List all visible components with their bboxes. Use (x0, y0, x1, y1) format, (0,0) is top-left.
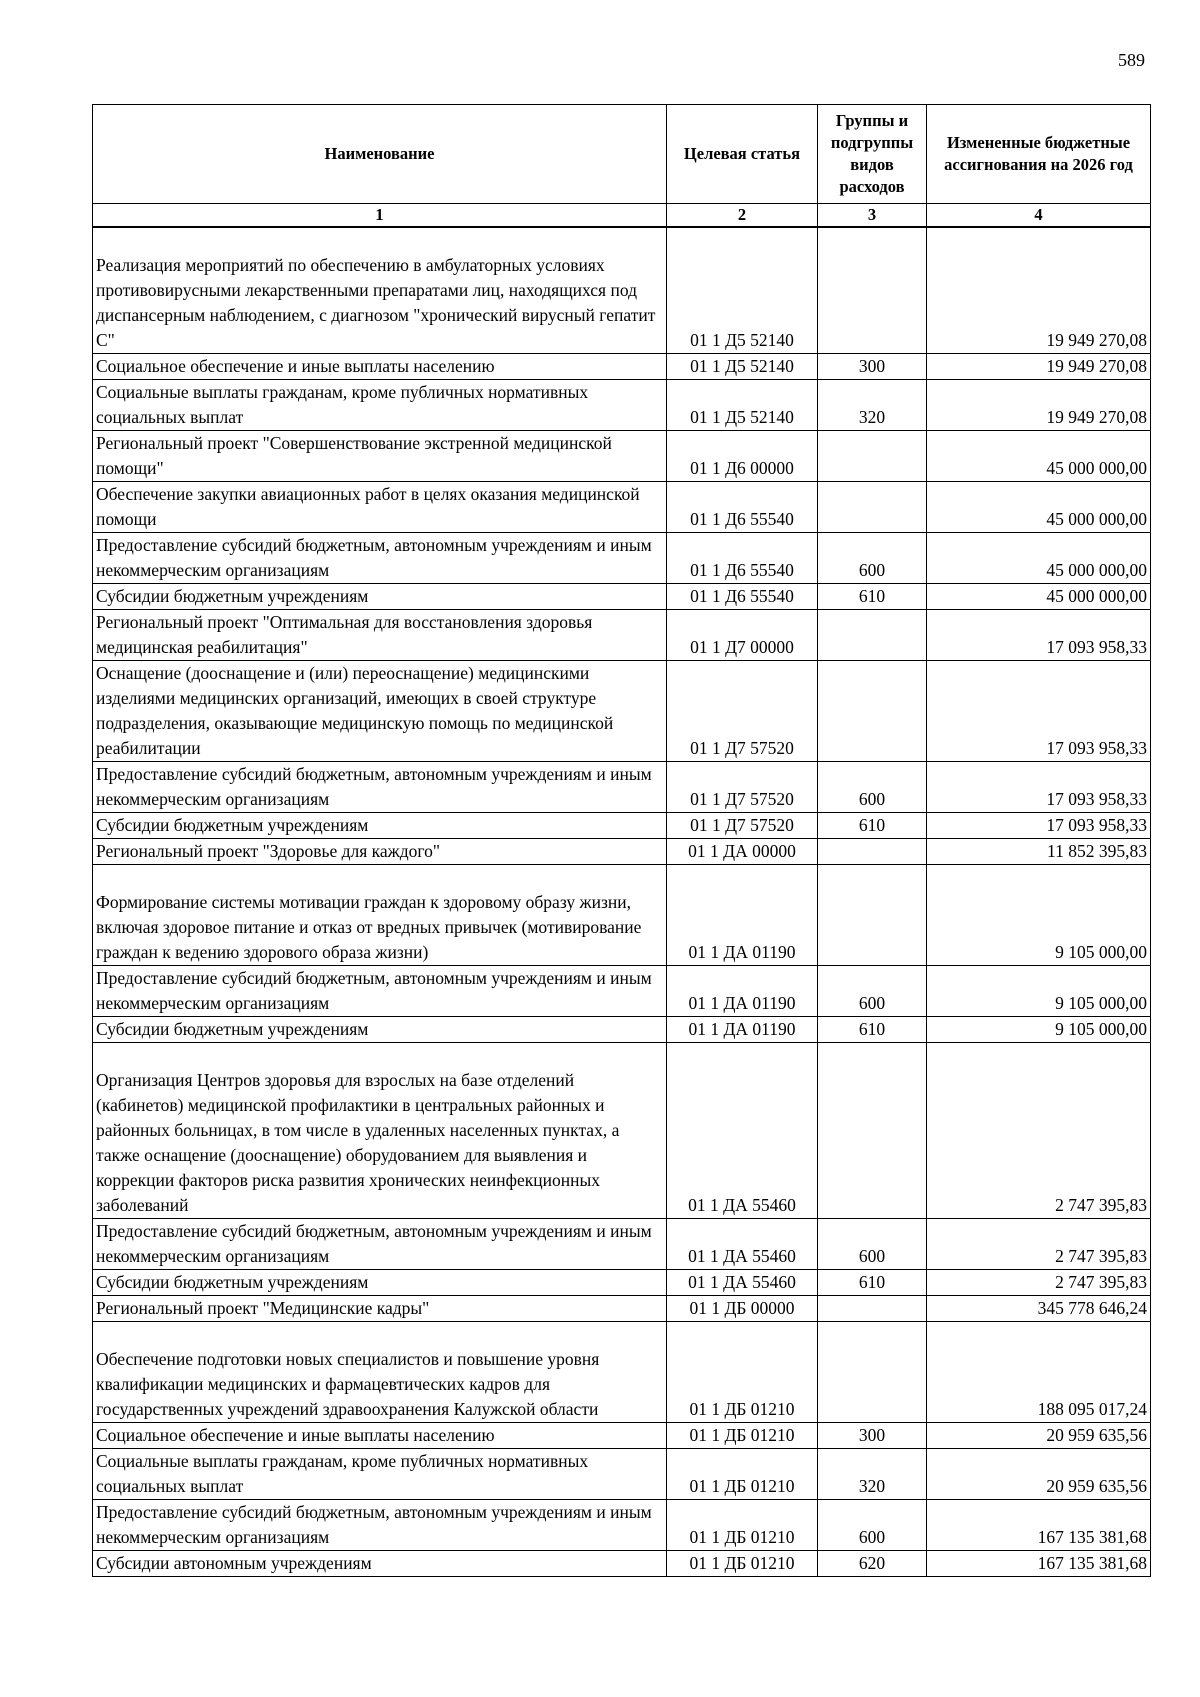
row-code-cell: 01 1 ДА 55460 (667, 1270, 818, 1296)
row-name-cell: Региональный проект "Совершенствование экстренной медицинской помощи" (93, 431, 667, 482)
row-amount-cell: 2 747 395,83 (927, 1043, 1151, 1219)
row-name-cell: Социальное обеспечение и иные выплаты населению (93, 354, 667, 380)
row-code-cell: 01 1 Д5 52140 (667, 227, 818, 354)
row-group-cell: 320 (818, 1449, 927, 1500)
row-name-cell: Организация Центров здоровья для взрослых на базе отделений (кабинетов) медицинской профилактики в центральных районных и районных больницах, в том числе в удаленных населенных пунктах, а также оснащение (дооснащение) оборудованием для выявления и коррекции факторов риска развития хронических неинфекционных заболеваний (93, 1043, 667, 1219)
row-amount-cell: 45 000 000,00 (927, 482, 1151, 533)
row-group-cell (818, 1296, 927, 1322)
row-group-cell: 600 (818, 762, 927, 813)
row-amount-cell: 345 778 646,24 (927, 1296, 1151, 1322)
header-name: Наименование (93, 105, 667, 204)
table-row (93, 865, 1151, 966)
row-group-cell: 600 (818, 1219, 927, 1270)
row-group-cell: 610 (818, 813, 927, 839)
row-name-cell: Предоставление субсидий бюджетным, автономным учреждениям и иным некоммерческим организациям (93, 1219, 667, 1270)
row-name-cell: Социальные выплаты гражданам, кроме публичных нормативных социальных выплат (93, 1449, 667, 1500)
page-number: 589 (1118, 50, 1145, 70)
row-group-cell: 300 (818, 354, 927, 380)
row-name-cell: Предоставление субсидий бюджетным, автономным учреждениям и иным некоммерческим организациям (93, 966, 667, 1017)
row-amount-cell: 9 105 000,00 (927, 1017, 1151, 1043)
row-group-cell: 620 (818, 1551, 927, 1577)
row-code-cell: 01 1 ДБ 01210 (667, 1449, 818, 1500)
row-amount-cell: 45 000 000,00 (927, 533, 1151, 584)
table-body (93, 227, 1151, 1577)
row-amount-cell: 19 949 270,08 (927, 354, 1151, 380)
column-number: 3 (818, 204, 927, 228)
row-amount-cell: 19 949 270,08 (927, 227, 1151, 354)
row-amount-cell: 167 135 381,68 (927, 1551, 1151, 1577)
budget-table (92, 104, 1151, 1577)
row-code-cell: 01 1 ДБ 01210 (667, 1322, 818, 1423)
row-amount-cell: 17 093 958,33 (927, 813, 1151, 839)
column-number: 2 (667, 204, 818, 228)
column-number-row (93, 204, 1151, 228)
table-row (93, 1500, 1151, 1551)
table-row (93, 380, 1151, 431)
row-group-cell: 600 (818, 966, 927, 1017)
header-code: Целевая статья (667, 105, 818, 204)
table-row (93, 610, 1151, 661)
row-amount-cell: 9 105 000,00 (927, 865, 1151, 966)
table-row (93, 1423, 1151, 1449)
row-name-cell: Региональный проект "Оптимальная для восстановления здоровья медицинская реабилитация" (93, 610, 667, 661)
row-code-cell: 01 1 ДА 55460 (667, 1219, 818, 1270)
table-row (93, 813, 1151, 839)
row-amount-cell: 17 093 958,33 (927, 661, 1151, 762)
row-code-cell: 01 1 Д7 57520 (667, 762, 818, 813)
row-code-cell: 01 1 ДА 01190 (667, 865, 818, 966)
table-row (93, 661, 1151, 762)
row-group-cell (818, 865, 927, 966)
row-code-cell: 01 1 ДА 55460 (667, 1043, 818, 1219)
row-name-cell: Субсидии бюджетным учреждениям (93, 813, 667, 839)
row-code-cell: 01 1 Д6 00000 (667, 431, 818, 482)
row-amount-cell: 20 959 635,56 (927, 1449, 1151, 1500)
row-amount-cell: 19 949 270,08 (927, 380, 1151, 431)
row-amount-cell: 17 093 958,33 (927, 762, 1151, 813)
row-group-cell: 600 (818, 533, 927, 584)
row-name-cell: Предоставление субсидий бюджетным, автономным учреждениям и иным некоммерческим организациям (93, 533, 667, 584)
table-row (93, 1017, 1151, 1043)
row-name-cell: Оснащение (дооснащение и (или) переоснащение) медицинскими изделиями медицинских организаций, имеющих в своей структуре подразделения, оказывающие медицинскую помощь по медицинской реабилитации (93, 661, 667, 762)
table-row (93, 966, 1151, 1017)
row-code-cell: 01 1 Д5 52140 (667, 380, 818, 431)
row-group-cell: 610 (818, 1017, 927, 1043)
row-group-cell: 320 (818, 380, 927, 431)
row-amount-cell: 11 852 395,83 (927, 839, 1151, 865)
column-number: 1 (93, 204, 667, 228)
table-row (93, 1322, 1151, 1423)
row-code-cell: 01 1 Д6 55540 (667, 482, 818, 533)
row-amount-cell: 2 747 395,83 (927, 1219, 1151, 1270)
table-row (93, 1449, 1151, 1500)
row-amount-cell: 167 135 381,68 (927, 1500, 1151, 1551)
row-amount-cell: 45 000 000,00 (927, 431, 1151, 482)
row-group-cell (818, 1043, 927, 1219)
row-group-cell: 600 (818, 1500, 927, 1551)
row-amount-cell: 45 000 000,00 (927, 584, 1151, 610)
row-group-cell: 610 (818, 584, 927, 610)
row-code-cell: 01 1 Д7 57520 (667, 813, 818, 839)
row-code-cell: 01 1 ДБ 00000 (667, 1296, 818, 1322)
table-row (93, 431, 1151, 482)
row-group-cell (818, 227, 927, 354)
header-amount: Измененные бюджетные ассигнования на 2026 год (927, 105, 1151, 204)
row-code-cell: 01 1 ДБ 01210 (667, 1500, 818, 1551)
row-name-cell: Региональный проект "Медицинские кадры" (93, 1296, 667, 1322)
table-row (93, 584, 1151, 610)
row-name-cell: Предоставление субсидий бюджетным, автономным учреждениям и иным некоммерческим организациям (93, 1500, 667, 1551)
column-number: 4 (927, 204, 1151, 228)
row-code-cell: 01 1 Д6 55540 (667, 533, 818, 584)
row-name-cell: Обеспечение закупки авиационных работ в целях оказания медицинской помощи (93, 482, 667, 533)
row-code-cell: 01 1 ДА 00000 (667, 839, 818, 865)
table-row (93, 1296, 1151, 1322)
row-name-cell: Социальные выплаты гражданам, кроме публичных нормативных социальных выплат (93, 380, 667, 431)
table-row (93, 227, 1151, 354)
row-name-cell: Субсидии бюджетным учреждениям (93, 1017, 667, 1043)
row-group-cell: 300 (818, 1423, 927, 1449)
row-name-cell: Формирование системы мотивации граждан к здоровому образу жизни, включая здоровое питание и отказ от вредных привычек (мотивирование граждан к ведению здорового образа жизни) (93, 865, 667, 966)
row-code-cell: 01 1 Д7 00000 (667, 610, 818, 661)
table-row (93, 839, 1151, 865)
table-row (93, 482, 1151, 533)
row-group-cell: 610 (818, 1270, 927, 1296)
table-row (93, 354, 1151, 380)
row-name-cell: Социальное обеспечение и иные выплаты населению (93, 1423, 667, 1449)
row-code-cell: 01 1 Д6 55540 (667, 584, 818, 610)
row-code-cell: 01 1 Д7 57520 (667, 661, 818, 762)
row-code-cell: 01 1 ДБ 01210 (667, 1551, 818, 1577)
row-name-cell: Субсидии бюджетным учреждениям (93, 1270, 667, 1296)
table-row (93, 1043, 1151, 1219)
row-amount-cell: 9 105 000,00 (927, 966, 1151, 1017)
row-amount-cell: 188 095 017,24 (927, 1322, 1151, 1423)
row-amount-cell: 2 747 395,83 (927, 1270, 1151, 1296)
row-group-cell (818, 610, 927, 661)
row-name-cell: Реализация мероприятий по обеспечению в амбулаторных условиях противовирусными лекарственными препаратами лиц, находящихся под диспансерным наблюдением, с диагнозом "хронический вирусный гепатит С" (93, 227, 667, 354)
row-name-cell: Субсидии бюджетным учреждениям (93, 584, 667, 610)
table-row (93, 1270, 1151, 1296)
row-amount-cell: 20 959 635,56 (927, 1423, 1151, 1449)
row-code-cell: 01 1 ДА 01190 (667, 966, 818, 1017)
table-row (93, 533, 1151, 584)
row-group-cell (818, 661, 927, 762)
row-name-cell: Обеспечение подготовки новых специалистов и повышение уровня квалификации медицинских и фармацевтических кадров для государственных учреждений здравоохранения Калужской области (93, 1322, 667, 1423)
header-group: Группы и подгруппы видов расходов (818, 105, 927, 204)
table-row (93, 1219, 1151, 1270)
row-name-cell: Региональный проект "Здоровье для каждого" (93, 839, 667, 865)
table-header-row (93, 105, 1151, 204)
row-name-cell: Предоставление субсидий бюджетным, автономным учреждениям и иным некоммерческим организациям (93, 762, 667, 813)
row-code-cell: 01 1 Д5 52140 (667, 354, 818, 380)
row-group-cell (818, 839, 927, 865)
table-row (93, 1551, 1151, 1577)
row-name-cell: Субсидии автономным учреждениям (93, 1551, 667, 1577)
row-code-cell: 01 1 ДА 01190 (667, 1017, 818, 1043)
row-amount-cell: 17 093 958,33 (927, 610, 1151, 661)
row-code-cell: 01 1 ДБ 01210 (667, 1423, 818, 1449)
row-group-cell (818, 482, 927, 533)
table-row (93, 762, 1151, 813)
row-group-cell (818, 431, 927, 482)
row-group-cell (818, 1322, 927, 1423)
